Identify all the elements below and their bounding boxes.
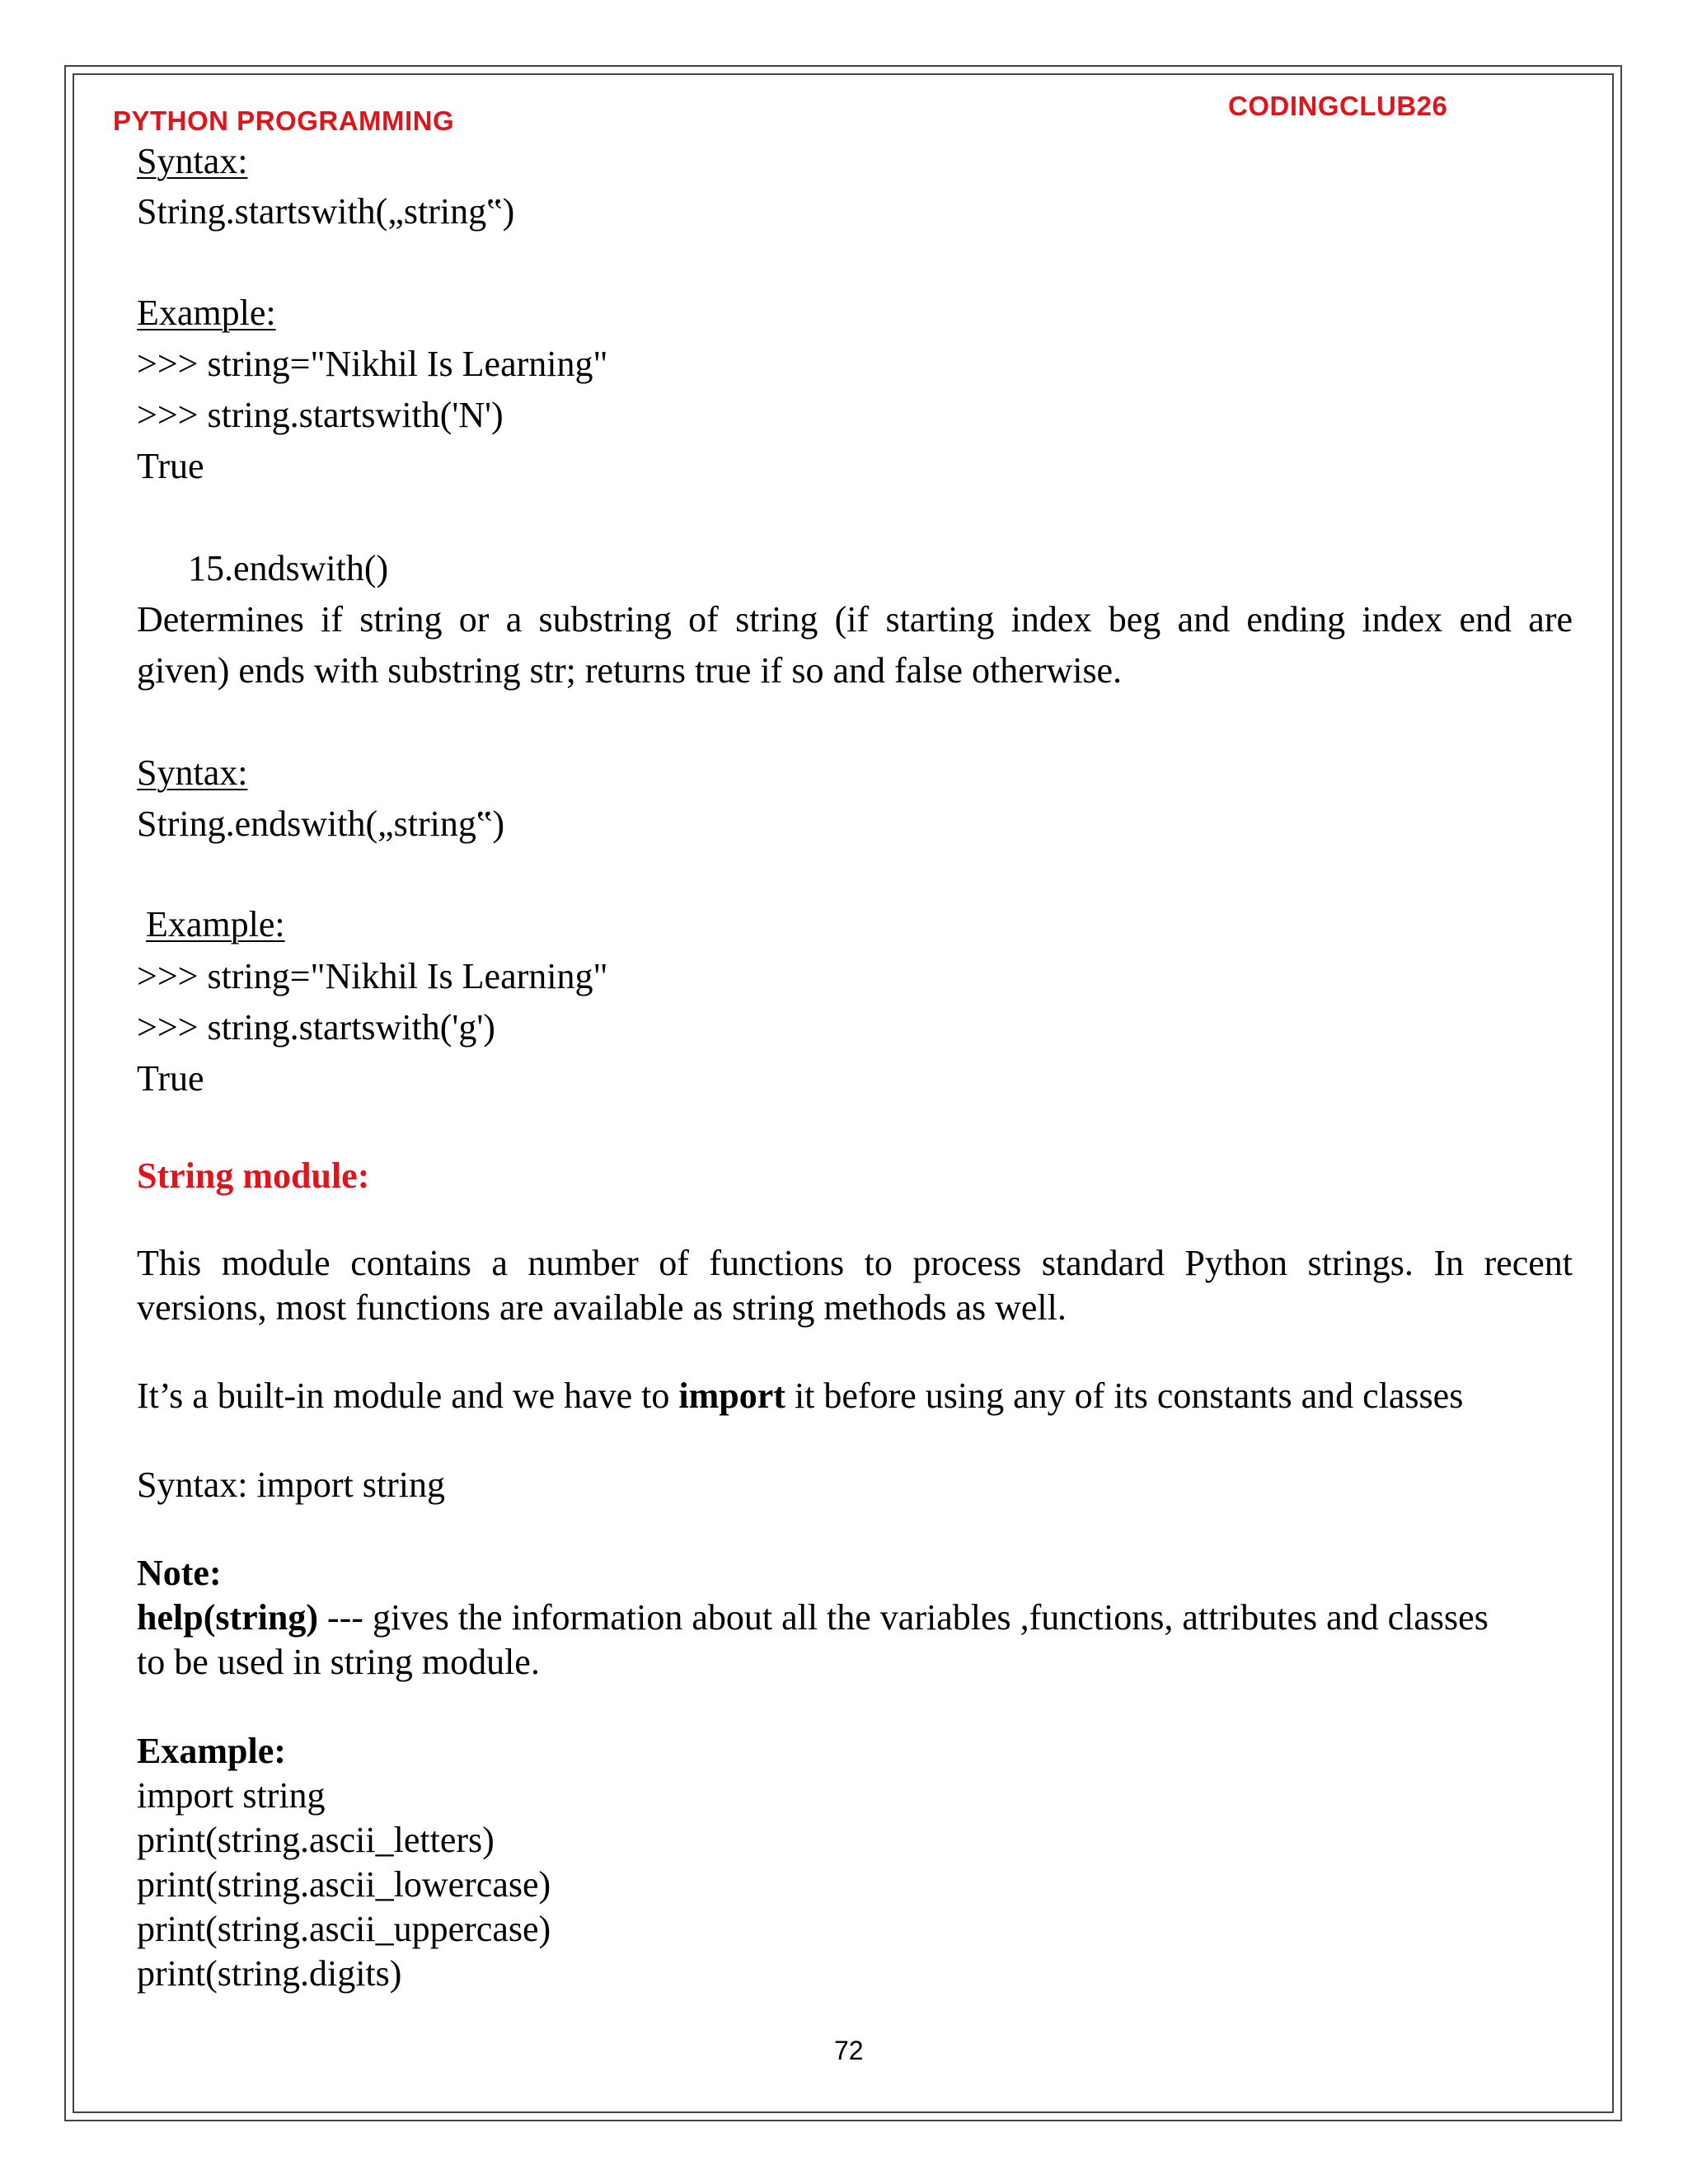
endswith-syntax-label: Syntax: (137, 752, 248, 793)
startswith-syntax-label: Syntax: (137, 141, 248, 181)
note-label: Note: (137, 1553, 222, 1593)
header-left-title: PYTHON PROGRAMMING (113, 105, 455, 136)
para2-text-before: It’s a built-in module and we have to (137, 1376, 679, 1416)
string-module-syntax: Syntax: import string (137, 1465, 445, 1505)
code-line: print(string.digits) (137, 1953, 402, 1994)
note-line1 (137, 1597, 1489, 1638)
string-module-para1-line2: versions, most functions are available as string methods as well. (137, 1287, 1067, 1328)
endswith-example-line: >>> string="Nikhil Is Learning" (137, 956, 608, 996)
endswith-description-line2: given) ends with substring str; returns true if so and false otherwise. (137, 650, 1123, 691)
code-line: print(string.ascii_lowercase) (137, 1864, 551, 1905)
startswith-example-line: >>> string.startswith('N') (137, 395, 504, 435)
string-module-para2 (137, 1378, 1463, 1414)
endswith-syntax-code: String.endswith(„string‟) (137, 804, 505, 844)
note-help-call: help(string) (137, 1597, 318, 1638)
code-line: print(string.ascii_letters) (137, 1820, 495, 1860)
header-right-title: CODINGCLUB26 (1228, 91, 1448, 121)
para2-import-keyword: import (678, 1376, 785, 1416)
endswith-example-line: >>> string.startswith('g') (137, 1007, 495, 1047)
note-text: --- gives the information about all the variables ,functions, attributes and classes (318, 1597, 1489, 1638)
startswith-example-output: True (137, 446, 204, 486)
endswith-heading: 15.endswith() (188, 548, 389, 588)
endswith-example-label: Example: (146, 904, 285, 944)
code-line: print(string.ascii_uppercase) (137, 1909, 551, 1949)
code-line: import string (137, 1775, 326, 1816)
string-module-heading: String module: (137, 1155, 370, 1196)
startswith-example-line: >>> string="Nikhil Is Learning" (137, 344, 608, 384)
endswith-description-line1: Determines if string or a substring of string (if starting index beg and ending index end are (137, 599, 1573, 640)
page-number: 72 (834, 2036, 864, 2065)
endswith-example-output: True (137, 1058, 204, 1099)
string-module-para1-line1: This module contains a number of functions to process standard Python strings. In recent (137, 1243, 1573, 1283)
string-module-example-label: Example: (137, 1731, 286, 1771)
para2-text-after: it before using any of its constants and classes (785, 1376, 1464, 1416)
startswith-syntax-code: String.startswith(„string‟) (137, 191, 515, 232)
note-line2: to be used in string module. (137, 1642, 540, 1682)
startswith-example-label: Example: (137, 293, 276, 333)
